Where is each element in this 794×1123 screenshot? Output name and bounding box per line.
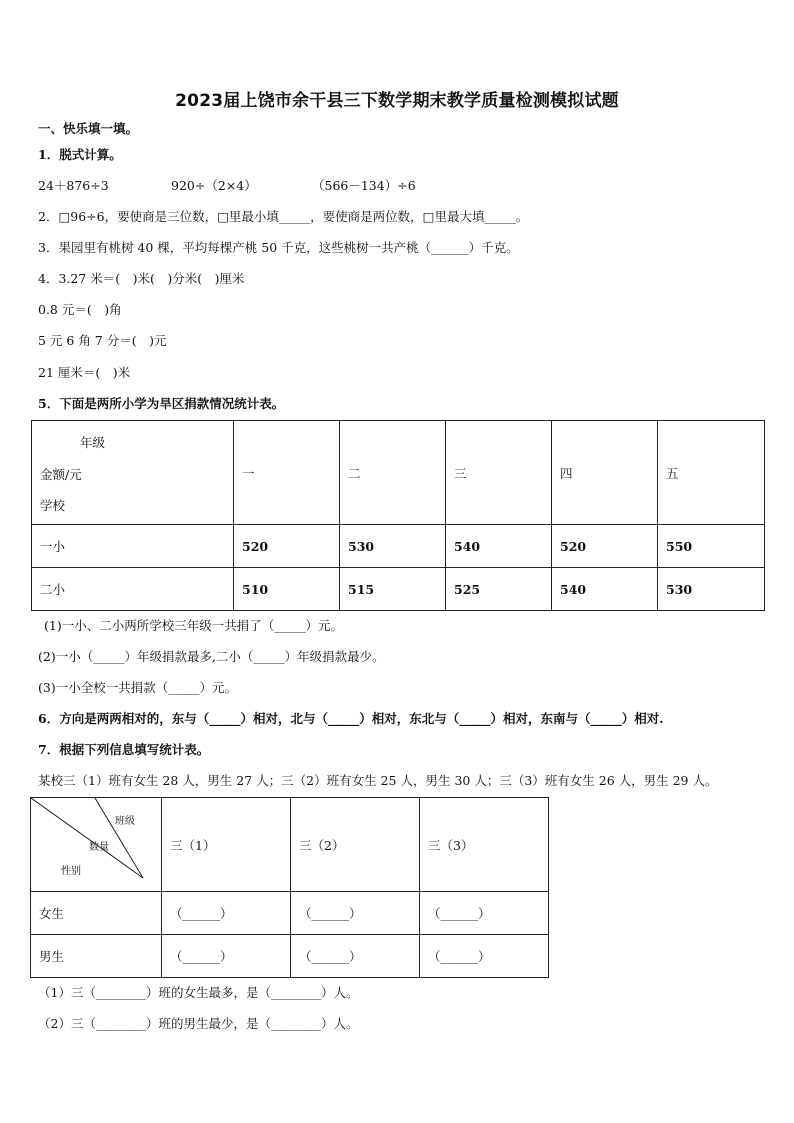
question-4-line-3: 5 元 6 角 7 分＝( )元 [38, 333, 167, 348]
question-4-line-4: 21 厘米＝( )米 [38, 365, 131, 380]
expression-1: 24＋876÷3 [38, 178, 109, 193]
grade-header-cell: 五 [658, 421, 765, 525]
amount-cell: 530 [340, 525, 446, 568]
amount-cell: 520 [234, 525, 340, 568]
header-school-label: 学校 [40, 498, 66, 513]
class-header-cell: 三（3） [420, 798, 549, 892]
table-row [32, 525, 765, 568]
question-3: 3．果园里有桃树 40 棵，平均每棵产桃 50 千克，这些桃树一共产桃（______）千克。 [38, 240, 519, 255]
amount-cell: 540 [446, 525, 552, 568]
page-title: 2023届上饶市余干县三下数学期末教学质量检测模拟试题 [175, 91, 619, 111]
grade-header-cell: 二 [340, 421, 446, 525]
blank-cell: （______） [162, 892, 291, 935]
question-7-label: 7．根据下列信息填写统计表。 [38, 742, 210, 757]
header-corner-cell [32, 421, 234, 525]
question-1-label: 1．脱式计算。 [38, 147, 122, 162]
table-row [31, 892, 549, 935]
expression-2: 920÷（2×4） [171, 178, 257, 193]
blank-cell: （______） [291, 935, 420, 978]
diagonal-header-cell [31, 798, 162, 892]
question-5-label: 5．下面是两所小学为旱区捐款情况统计表。 [38, 396, 285, 411]
grade-header-cell: 四 [552, 421, 658, 525]
class-table-header-row [31, 798, 549, 892]
amount-cell: 510 [234, 568, 340, 611]
question-5-sub-2: (2)一小（_____）年级捐款最多,二小（_____）年级捐款最少。 [38, 649, 385, 664]
question-7-sub-1: （1）三（________）班的女生最多，是（________）人。 [38, 985, 359, 1000]
question-5-sub-3: (3)一小全校一共捐款（_____）元。 [38, 680, 237, 695]
class-header-cell: 三（1） [162, 798, 291, 892]
question-5-sub-1: (1)一小、二小两所学校三年级一共捐了（_____）元。 [44, 618, 343, 633]
blank-cell: （______） [291, 892, 420, 935]
gender-cell: 女生 [31, 892, 162, 935]
amount-cell: 530 [658, 568, 765, 611]
class-header-cell: 三（2） [291, 798, 420, 892]
school-name-cell: 二小 [32, 568, 234, 611]
gender-cell: 男生 [31, 935, 162, 978]
question-6: 6．方向是两两相对的，东与（_____）相对，北与（_____）相对，东北与（_____）相对，东南与（_____）相对. [38, 711, 664, 726]
diag-class-label: 班级 [115, 816, 135, 827]
header-grade-label: 年级 [80, 435, 106, 450]
amount-cell: 520 [552, 525, 658, 568]
diag-gender-label: 性别 [61, 866, 81, 877]
expression-3: （566－134）÷6 [312, 178, 416, 193]
question-7-info: 某校三（1）班有女生 28 人，男生 27 人；三（2）班有女生 25 人，男生 30 人；三（3）班有女生 26 人，男生 29 人。 [38, 773, 718, 788]
question-7-sub-2: （2）三（________）班的男生最少，是（________）人。 [38, 1016, 359, 1031]
table-row [32, 568, 765, 611]
grade-header-cell: 一 [234, 421, 340, 525]
amount-cell: 525 [446, 568, 552, 611]
amount-cell: 515 [340, 568, 446, 611]
grade-header-cell: 三 [446, 421, 552, 525]
question-4-line-1: 4．3.27 米＝( )米( )分米( )厘米 [38, 271, 245, 286]
amount-cell: 550 [658, 525, 765, 568]
blank-cell: （______） [420, 892, 549, 935]
blank-cell: （______） [420, 935, 549, 978]
blank-cell: （______） [162, 935, 291, 978]
donation-table [31, 420, 765, 611]
diag-count-label: 数量 [89, 842, 109, 853]
school-name-cell: 一小 [32, 525, 234, 568]
header-amount-label: 金额/元 [40, 467, 82, 482]
amount-cell: 540 [552, 568, 658, 611]
table-row [31, 935, 549, 978]
class-gender-table [30, 797, 549, 978]
section-heading: 一、快乐填一填。 [38, 121, 139, 136]
question-2: 2．□96÷6，要使商是三位数，□里最小填_____，要使商是两位数，□里最大填_____。 [38, 209, 529, 224]
donation-table-header-row [32, 421, 765, 525]
question-4-line-2: 0.8 元＝( )角 [38, 302, 122, 317]
